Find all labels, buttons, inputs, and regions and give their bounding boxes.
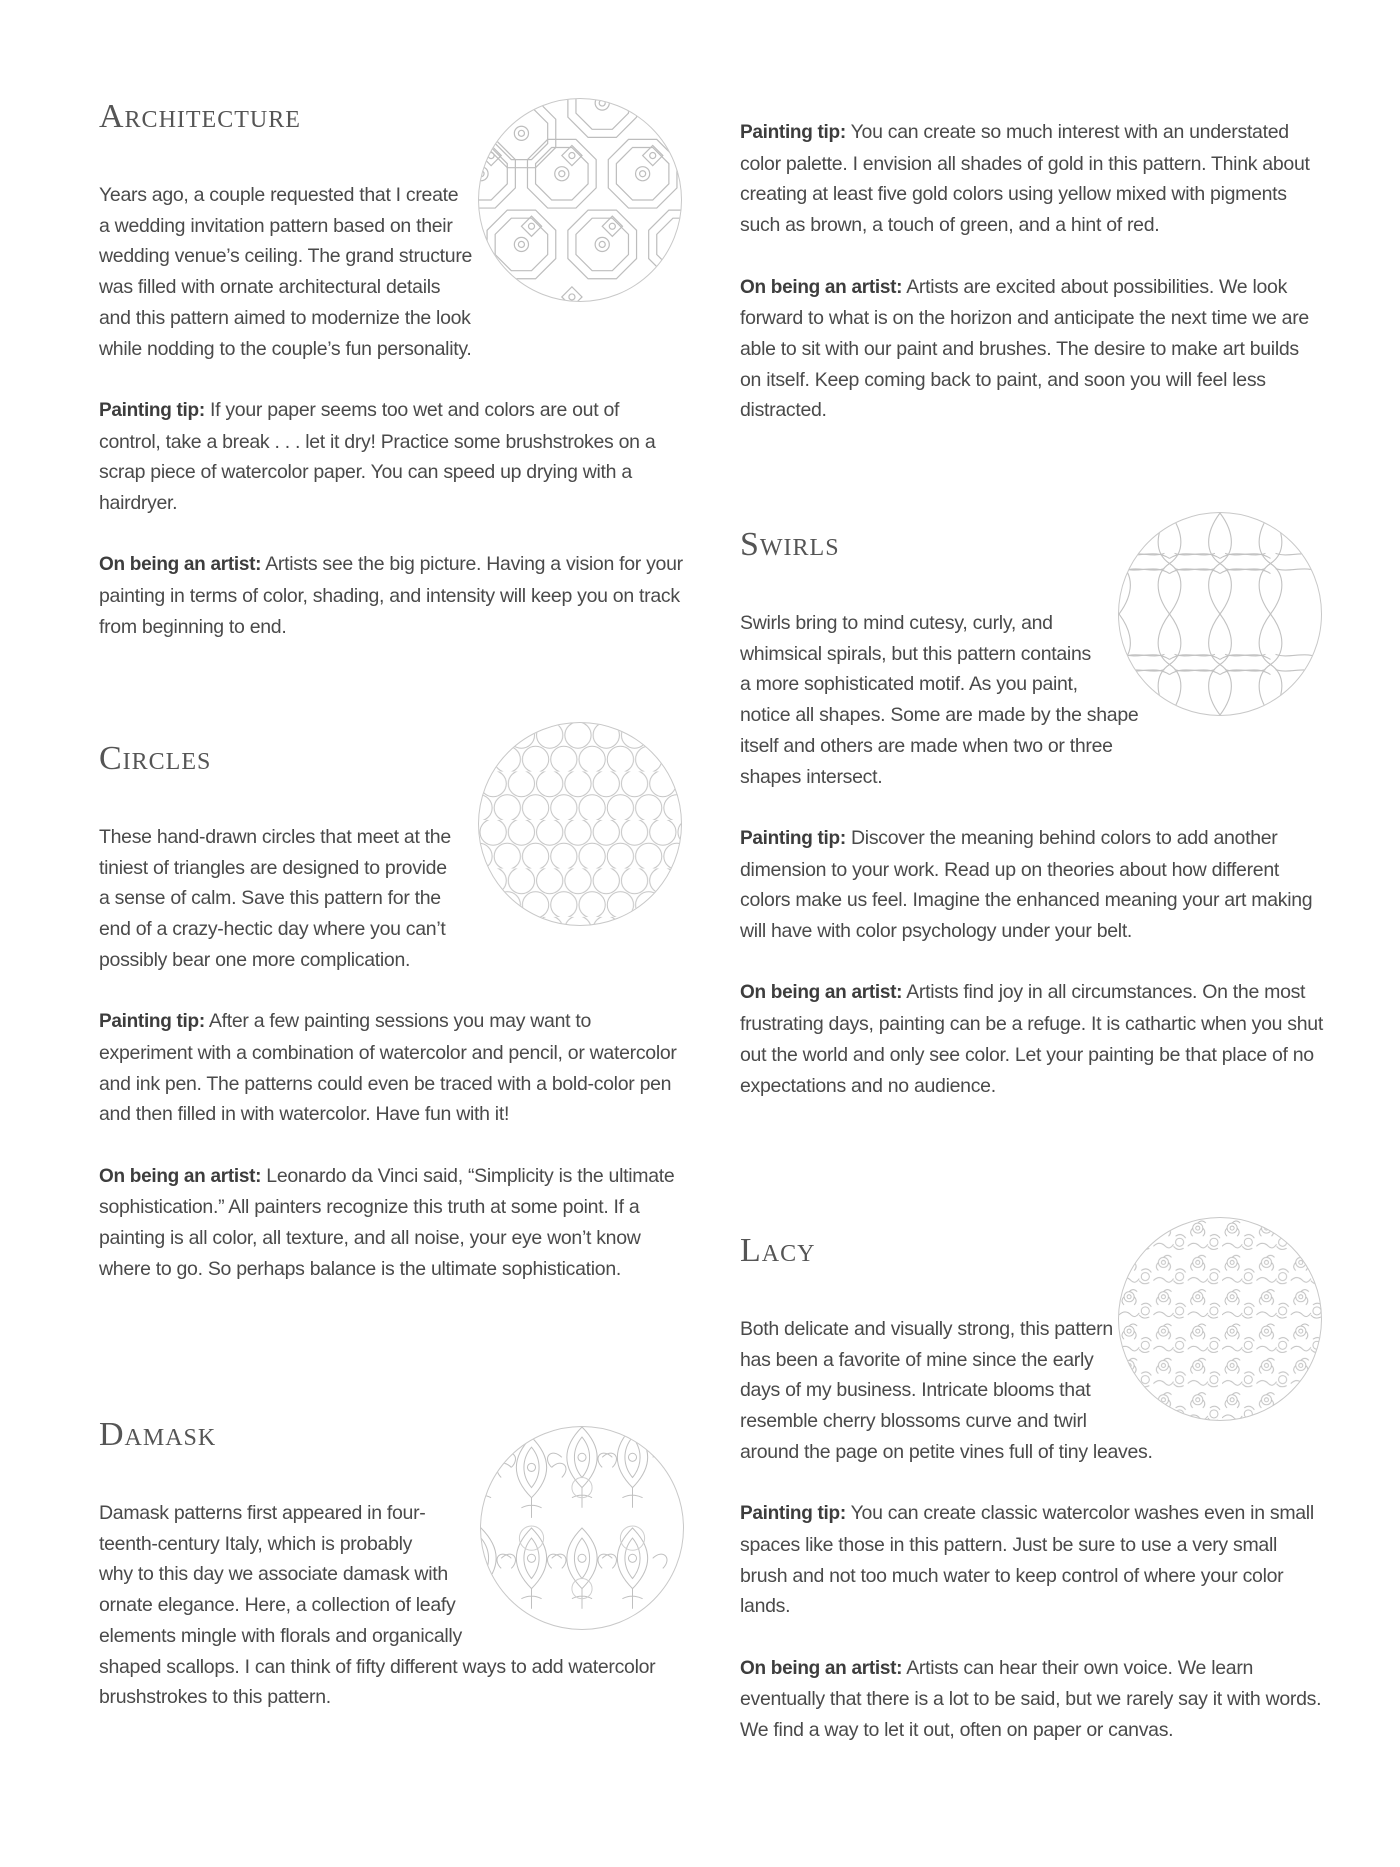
section-title: Circles — [99, 740, 212, 777]
artist-note: On being an artist: Artists see the big picture. Having a vision for your painting in terms of color, shading, and intensity will keep you on track from beginning to end. — [99, 553, 683, 638]
intro-text: Damask patterns first appeared in four- teenth-century Italy, which is probably why to this day we associate damask with ornate elegance. Here, a collection of leafy elements mingle with florals and organically shaped scallops. I can think of fifty different ways to add watercolor brushstrokes to this pattern. — [99, 1502, 656, 1709]
artist-note: On being an artist: Leonardo da Vinci said, “Simplicity is the ultimate sophistication.” All painters recognize this truth at some point. If a painting is all color, all texture, and all noise, your eye won’t know where to go. So perhaps balance is the ultimate sophistication. — [99, 1164, 675, 1280]
octagon-pattern-icon — [478, 98, 682, 302]
intro-text: Both delicate and visually strong, this pattern has been a favorite of mine since the early days of my business. Intricate blooms that resemble cherry blossoms curve and twirl around the page on petite vines full of tiny leaves. — [740, 1318, 1153, 1463]
intro-text: These hand-drawn circles that meet at the tiniest of triangles are designed to provide a sense of calm. Save this pattern for the end of a crazy-hectic day where you can’t possibly bear one more complication. — [99, 826, 451, 971]
artist-note: On being an artist: Artists are excited about possibilities. We look forward to what is on the horizon and anticipate the next time we are able to sit with our paint and brushes. The desire to make art builds on itself. Keep coming back to paint, and soon you will feel less distracted. — [740, 275, 1309, 422]
damask-pattern-icon — [480, 1426, 684, 1630]
intro-text: Swirls bring to mind cutesy, curly, and whimsical spirals, but this pattern contains a more sophisticated motif. As you paint, notice all shapes. Some are made by the shape itself and others are made when two or three shapes intersect. — [740, 612, 1139, 788]
painting-tip: Painting tip: Discover the meaning behind colors to add another dimension to your work. Read up on theories about how different colors make us feel. Imagine the enhanced meaning your art making will have with color psychology under your belt. — [740, 826, 1313, 943]
section-title: Damask — [99, 1416, 217, 1453]
swirls-pattern-icon — [1118, 512, 1322, 716]
lacy-pattern-icon — [1118, 1217, 1322, 1421]
section-architecture-continued — [740, 117, 1325, 426]
painting-tip: Painting tip: You can create so much interest with an understated color palette. I envision all shades of gold in this pattern. Think about creating at least five gold colors using yellow mixed with pigments such as brown, a touch of green, and a hint of red. — [740, 121, 1310, 237]
section-title: Lacy — [740, 1232, 816, 1269]
intro-text: Years ago, a couple requested that I create a wedding invitation pattern based on their wedding venue’s ceiling. The grand structure was filled with ornate architectural details and this pattern aimed to modernize the look while nodding to the couple’s fun personality. — [99, 184, 473, 360]
circles-pattern-icon — [478, 722, 682, 926]
section-title: Architecture — [99, 98, 301, 135]
painting-tip: Painting tip: If your paper seems too wet and colors are out of control, take a break . . . let it dry! Practice some brushstrokes on a scrap piece of watercolor paper. You can speed up drying with a hairdryer. — [99, 398, 656, 515]
artist-note: On being an artist: Artists find joy in all circumstances. On the most frustrating days, painting can be a refuge. It is cathartic when you shut out the world and only see color. Let your painting be that place of no expectations and no audience. — [740, 981, 1323, 1097]
painting-tip: Painting tip: You can create classic watercolor washes even in small spaces like those in this pattern. Just be sure to use a very small brush and not too much water to keep control of where your color lands. — [740, 1502, 1314, 1618]
painting-tip: Painting tip: After a few painting sessions you may want to experiment with a combination of watercolor and pencil, or watercolor and ink pen. The patterns could even be traced with a bold-color pen and then filled in with watercolor. Have fun with it! — [99, 1010, 677, 1126]
artist-note: On being an artist: Artists can hear their own voice. We learn eventually that there is a lot to be said, but we rarely say it with words. We find a way to let it out, often on paper or canvas. — [740, 1656, 1322, 1742]
section-title: Swirls — [740, 526, 840, 563]
